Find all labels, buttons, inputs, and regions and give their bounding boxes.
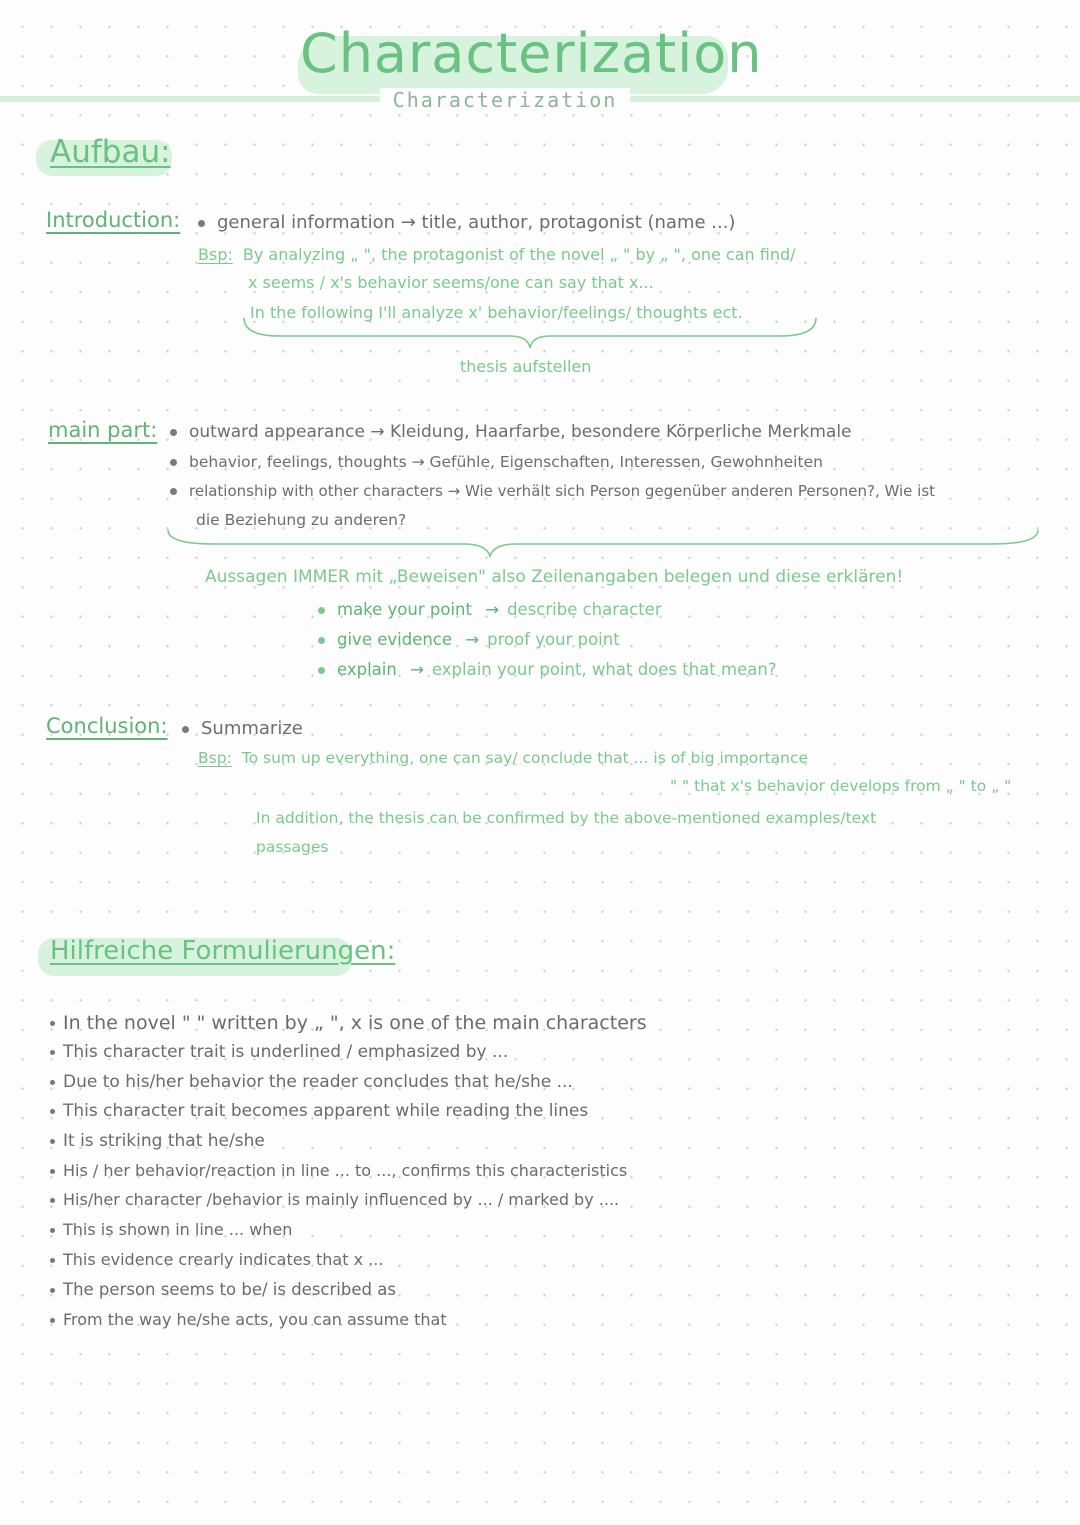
phrase-item <box>50 1280 396 1299</box>
phrase-item <box>50 1161 627 1180</box>
introduction-example-line2: x seems / x's behavior seems/one can say that x... <box>248 273 654 292</box>
conclusion-example-line3: In addition, the thesis can be confirmed by the above-mentioned examples/text <box>256 809 877 827</box>
bullet-dot <box>50 1169 55 1174</box>
step-value: proof your point <box>487 630 620 649</box>
introduction-bullet-text: general information → title, author, protagonist (name ...) <box>217 212 736 233</box>
bullet-dot <box>50 1139 55 1144</box>
bullet-dot <box>318 637 325 644</box>
step-make-your-point <box>318 600 662 619</box>
phrase-text: From the way he/she acts, you can assume that <box>63 1310 447 1329</box>
bullet-dot <box>50 1288 55 1293</box>
introduction-example-line3: In the following I'll analyze x' behavior/feelings/ thoughts ect. <box>250 303 743 322</box>
phrase-item <box>50 1012 647 1034</box>
aufbau-heading: Aufbau: <box>50 134 171 170</box>
conclusion-example-line2: " " that x's behavior develops from „ " to „ " <box>670 777 1012 795</box>
main-part-bullet-text: outward appearance → Kleidung, Haarfarbe, besondere Körperliche Merkmale <box>189 422 852 442</box>
bullet-dot <box>50 1228 55 1233</box>
step-value: explain your point, what does that mean? <box>431 660 777 679</box>
phrase-text: This character trait is underlined / emphasized by ... <box>63 1042 509 1062</box>
bsp-label: Bsp: <box>198 749 232 767</box>
phrase-text: This evidence crearly indicates that x ... <box>63 1250 384 1269</box>
conclusion-bullet <box>182 718 303 739</box>
phrase-item <box>50 1250 383 1269</box>
arrow-icon: → <box>485 600 500 619</box>
phrase-item <box>50 1220 292 1239</box>
step-value: describe character <box>507 600 662 619</box>
arrow-icon: → <box>465 630 480 649</box>
conclusion-example-line4: passages <box>256 838 329 856</box>
phrase-item <box>50 1310 447 1329</box>
main-part-bullet-text: relationship with other characters → Wie verhält sich Person gegenüber anderen Personen?, Wie ist <box>189 482 936 500</box>
bullet-dot <box>170 459 177 466</box>
step-explain <box>318 660 777 679</box>
conclusion-bullet-text: Summarize <box>201 718 303 739</box>
arrow-icon: → <box>410 660 424 679</box>
introduction-example-text1: By analyzing „ ", the protagonist of the novel „ " by „ ", one can find/ <box>242 245 796 264</box>
phrase-text: The person seems to be/ is described as <box>63 1280 396 1299</box>
bullet-dot <box>170 429 177 436</box>
bullet-dot <box>318 667 325 674</box>
phrase-text: Due to his/her behavior the reader concludes that he/she ... <box>63 1072 573 1092</box>
main-part-note: Aussagen IMMER mit „Beweisen" also Zeilenangaben belegen und diese erklären! <box>205 567 904 587</box>
main-part-label: main part: <box>48 418 158 442</box>
step-give-evidence <box>318 630 620 649</box>
bullet-dot <box>170 488 177 495</box>
introduction-bullet <box>198 212 735 233</box>
introduction-example-line1 <box>198 245 796 264</box>
phrase-item <box>50 1042 508 1062</box>
phrase-item <box>50 1101 588 1121</box>
bullet-dot <box>50 1258 55 1263</box>
bullet-dot <box>50 1050 55 1055</box>
bullet-dot <box>50 1318 55 1323</box>
main-part-bullet-3-cont: die Beziehung zu anderen? <box>196 511 407 529</box>
main-part-bullet-3 <box>170 482 935 500</box>
conclusion-example-text1: To sum up everything, one can say/ conclude that ... is of big importance <box>241 749 809 767</box>
phrase-text: In the novel " " written by „ ", x is one of the main characters <box>63 1012 647 1034</box>
phrase-text: It is striking that he/she <box>63 1131 265 1151</box>
main-part-bullet-text: behavior, feelings, thoughts → Gefühle, Eigenschaften, Interessen, Gewohnheiten <box>189 453 823 471</box>
step-key: explain <box>337 660 397 679</box>
introduction-label: Introduction: <box>46 208 181 232</box>
bullet-dot <box>50 1021 55 1026</box>
main-part-bullet-1 <box>170 422 852 442</box>
phrase-text: His / her behavior/reaction in line ... to ..., confirms this characteristics <box>63 1161 628 1180</box>
phrase-text: This is shown in line ... when <box>63 1220 293 1239</box>
phrase-item <box>50 1072 573 1092</box>
phrase-text: His/her character /behavior is mainly influenced by ... / marked by .... <box>63 1190 620 1209</box>
bullet-dot <box>318 607 325 614</box>
step-key: make your point <box>337 600 472 619</box>
bullet-dot <box>182 726 189 733</box>
phrase-item <box>50 1131 265 1151</box>
bullet-dot <box>50 1198 55 1203</box>
step-key: give evidence <box>337 630 453 649</box>
page-subtitle: Characterization <box>380 88 630 112</box>
thesis-note: thesis aufstellen <box>460 357 592 376</box>
phrase-item <box>50 1190 619 1209</box>
bullet-dot <box>198 220 205 227</box>
page-title: Characterization <box>300 22 763 85</box>
conclusion-example-line1 <box>198 749 808 767</box>
bsp-label: Bsp: <box>198 245 233 264</box>
introduction-brace <box>240 314 820 350</box>
bullet-dot <box>50 1109 55 1114</box>
phrase-text: This character trait becomes apparent while reading the lines <box>63 1101 589 1121</box>
main-part-bullet-2 <box>170 453 823 471</box>
main-part-brace <box>164 526 1044 560</box>
phrases-heading: Hilfreiche Formulierungen: <box>50 936 396 966</box>
conclusion-label: Conclusion: <box>46 714 168 738</box>
bullet-dot <box>50 1080 55 1085</box>
